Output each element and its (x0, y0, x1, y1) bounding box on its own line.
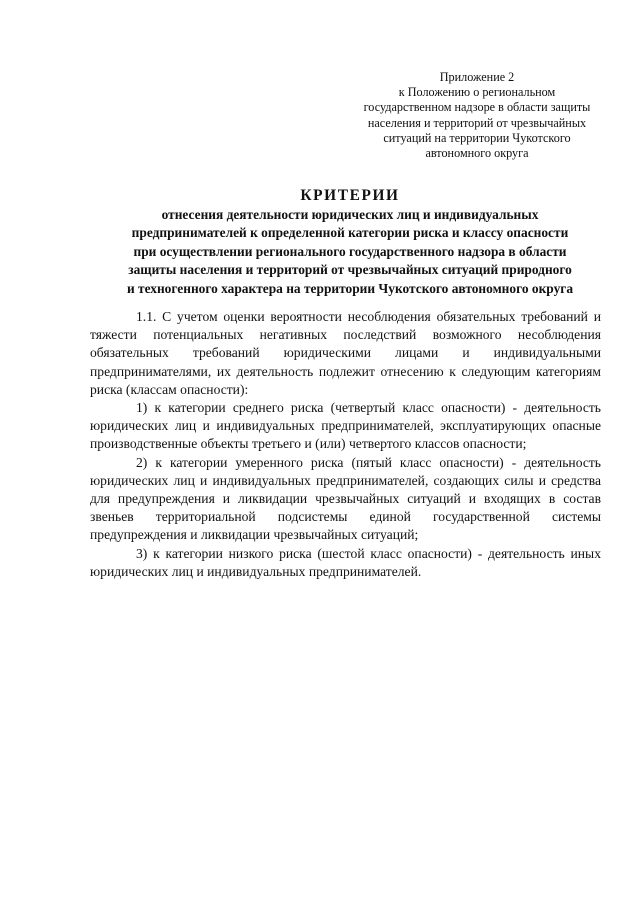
document-subtitle (80, 206, 620, 298)
appendix-line: ситуаций на территории Чукотского (383, 130, 571, 145)
subtitle-line: отнесения деятельности юридических лиц и индивидуальных (161, 207, 539, 222)
paragraph-intro: 1.1. С учетом оценки вероятности несоблюдения обязательных требований и тяжести потенциальных негативных последствий возможного несоблюдения обязательных требований юридическими лицами и индивидуальными предпринимателями, их деятельность подлежит отнесению к следующим категориям риска (классам опасности): (90, 309, 601, 397)
appendix-line: автономного округа (425, 146, 529, 161)
document-title: КРИТЕРИИ (300, 187, 400, 204)
appendix-line: населения и территорий от чрезвычайных (367, 115, 587, 130)
subtitle-line: предпринимателей к определенной категории риска и классу опасности (131, 225, 569, 241)
subtitle-line: и техногенного характера на территории Чукотского автономного округа (126, 280, 574, 296)
document-body (90, 308, 601, 581)
appendix-header (352, 70, 602, 161)
paragraph-item-1: 1) к категории среднего риска (четвертый класс опасности) - деятельность юридических лиц и индивидуальных предпринимателей, эксплуатирующих опасные производственные объекты третьего и (или) четвертого классов опасности; (90, 400, 601, 452)
appendix-line: к Положению о региональном (398, 85, 556, 100)
appendix-line: Приложение 2 (439, 70, 515, 84)
paragraph-item-3: 3) к категории низкого риска (шестой класс опасности) - деятельность иных юридических лиц и индивидуальных предпринимателей. (90, 545, 601, 579)
appendix-line: государственном надзоре в области защиты (363, 100, 591, 115)
subtitle-line: при осуществлении регионального государственного надзора в области (133, 243, 567, 259)
paragraph-item-2: 2) к категории умеренного риска (пятый класс опасности) - деятельность юридических лиц и индивидуальных предпринимателей, создающих силы и средства для предупреждения и ликвидации чрезвычайных ситуаций и входящих в состав звеньев территориальной подсистемы единой государственной системы предупреждения и ликвидации чрезвычайных ситуаций; (90, 454, 601, 543)
subtitle-line: защиты населения и территорий от чрезвычайных ситуаций природного (128, 262, 572, 278)
